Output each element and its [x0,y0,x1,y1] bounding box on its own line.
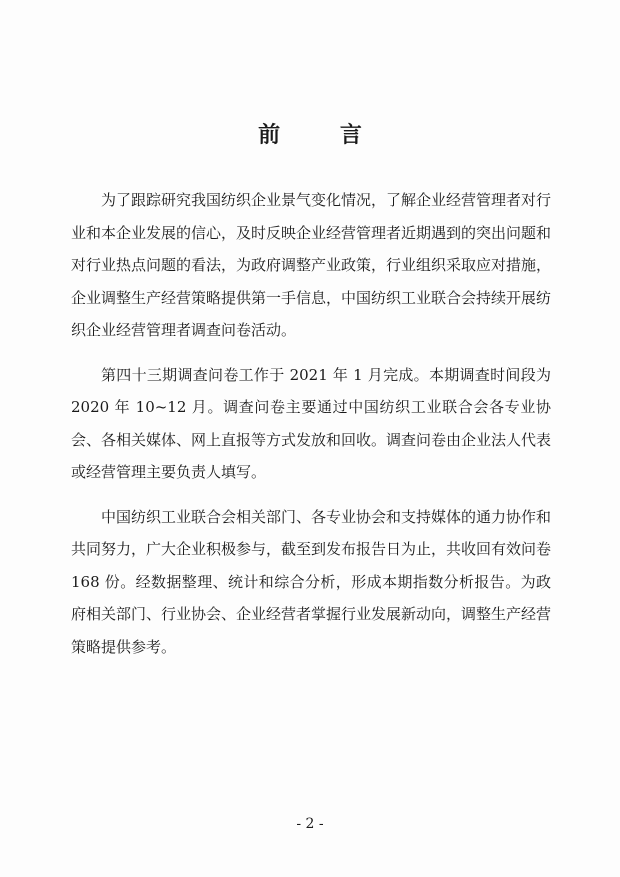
body-text [71,184,551,675]
paragraph-3: 中国纺织工业联合会相关部门、各专业协会和支持媒体的通力协作和共同努力，广大企业积极参与，截至到发布报告日为止，共收回有效问卷 168 份。经数据整理、统计和综合分析，形成本期指数分析报告。为政府相关部门、行业协会、企业经营者掌握行业发展新动向，调整生产经营策略提供参考。 [71,507,552,656]
page-title: 前 言 [258,123,388,148]
paragraph-1: 为了跟踪研究我国纺织企业景气变化情况，了解企业经营管理者对行业和本企业发展的信心，及时反映企业经营管理者近期遇到的突出问题和对行业热点问题的看法，为政府调整产业政策，行业组织采取应对措施，企业调整生产经营策略提供第一手信息，中国纺织工业联合会持续开展纺织企业经营管理者调查问卷活动。 [71,191,552,339]
paragraph-2: 第四十三期调查问卷工作于 2021 年 1 月完成。本期调查时间段为2020 年 10~12 月。调查问卷主要通过中国纺织工业联合会各专业协会、各相关媒体、网上直报等方式发放和回收。调查问卷由企业法人代表或经营管理主要负责人填写。 [71,365,552,481]
page-number: - 2 - [296,816,324,832]
